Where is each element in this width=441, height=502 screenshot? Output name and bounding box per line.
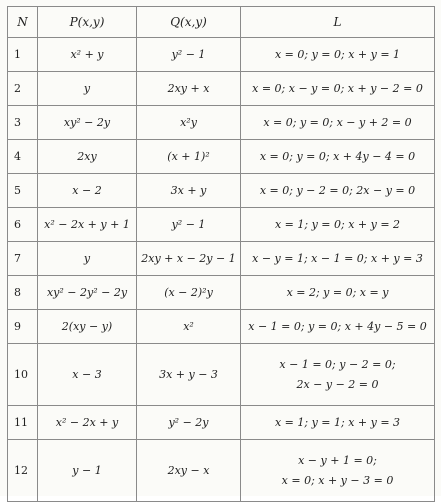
row-number: 11 xyxy=(8,406,38,440)
l-line: x = 0; x + y − 3 = 0 xyxy=(281,473,394,487)
l-cell xyxy=(241,208,435,242)
l-line: x = 0; y = 0; x + 4y − 4 = 0 xyxy=(259,149,416,163)
row-number: 5 xyxy=(8,174,38,208)
l-cell xyxy=(241,406,435,440)
l-cell xyxy=(241,276,435,310)
table-row xyxy=(8,406,435,440)
table-row xyxy=(8,440,435,502)
p-cell: x − 3 xyxy=(38,344,137,406)
header-n: N xyxy=(8,7,38,38)
q-cell: 3x + y − 3 xyxy=(137,344,241,406)
q-cell: x²y xyxy=(137,106,241,140)
l-line: x = 2; y = 0; x = y xyxy=(286,285,389,299)
table-row xyxy=(8,242,435,276)
p-cell: x − 2 xyxy=(38,174,137,208)
table-row xyxy=(8,38,435,72)
l-cell xyxy=(241,344,435,406)
p-cell: x² + y xyxy=(38,38,137,72)
l-line: x = 1; y = 0; x + y = 2 xyxy=(274,217,401,231)
q-cell: 2xy − x xyxy=(137,440,241,502)
q-cell: 3x + y xyxy=(137,174,241,208)
l-cell xyxy=(241,72,435,106)
q-cell: (x − 2)²y xyxy=(137,276,241,310)
row-number: 4 xyxy=(8,140,38,174)
header-row xyxy=(8,7,435,38)
row-number: 12 xyxy=(8,440,38,502)
l-line: x − 1 = 0; y = 0; x + 4y − 5 = 0 xyxy=(248,319,427,333)
row-number: 9 xyxy=(8,310,38,344)
table-row xyxy=(8,208,435,242)
p-cell: xy² − 2y xyxy=(38,106,137,140)
q-cell: (x + 1)² xyxy=(137,140,241,174)
header-l: L xyxy=(241,7,435,38)
p-cell: y xyxy=(38,242,137,276)
row-number: 8 xyxy=(8,276,38,310)
q-cell: y² − 1 xyxy=(137,38,241,72)
row-number: 6 xyxy=(8,208,38,242)
q-cell: x² xyxy=(137,310,241,344)
l-line: x − 1 = 0; y − 2 = 0; xyxy=(279,357,396,371)
row-number: 1 xyxy=(8,38,38,72)
p-cell: xy² − 2y² − 2y xyxy=(38,276,137,310)
l-cell xyxy=(241,38,435,72)
header-p: P(x,y) xyxy=(38,7,137,38)
variants-table xyxy=(7,6,435,502)
l-cell xyxy=(241,242,435,276)
header-q: Q(x,y) xyxy=(137,7,241,38)
l-cell xyxy=(241,440,435,502)
p-cell: y − 1 xyxy=(38,440,137,502)
table-row xyxy=(8,276,435,310)
l-cell xyxy=(241,310,435,344)
l-line: x − y = 1; x − 1 = 0; x + y = 3 xyxy=(252,251,423,265)
p-cell: x² − 2x + y + 1 xyxy=(38,208,137,242)
q-cell: 2xy + x − 2y − 1 xyxy=(137,242,241,276)
l-line: 2x − y − 2 = 0 xyxy=(296,377,379,391)
l-cell xyxy=(241,140,435,174)
p-cell: y xyxy=(38,72,137,106)
table-row xyxy=(8,106,435,140)
row-number: 7 xyxy=(8,242,38,276)
row-number: 3 xyxy=(8,106,38,140)
q-cell: 2xy + x xyxy=(137,72,241,106)
l-line: x = 1; y = 1; x + y = 3 xyxy=(274,415,401,429)
table-row xyxy=(8,310,435,344)
p-cell: 2xy xyxy=(38,140,137,174)
l-cell xyxy=(241,174,435,208)
l-line: x = 0; y = 0; x + y = 1 xyxy=(274,47,401,61)
p-cell: x² − 2x + y xyxy=(38,406,137,440)
q-cell: y² − 2y xyxy=(137,406,241,440)
l-line: x = 0; y − 2 = 0; 2x − y = 0 xyxy=(259,183,416,197)
table-row xyxy=(8,72,435,106)
p-cell: 2(xy − y) xyxy=(38,310,137,344)
l-line: x = 0; x − y = 0; x + y − 2 = 0 xyxy=(252,81,423,95)
table-row xyxy=(8,344,435,406)
table-body xyxy=(8,38,435,502)
q-cell: y² − 1 xyxy=(137,208,241,242)
l-line: x = 0; y = 0; x − y + 2 = 0 xyxy=(263,115,412,129)
row-number: 10 xyxy=(8,344,38,406)
l-cell xyxy=(241,106,435,140)
table-row xyxy=(8,174,435,208)
l-line: x − y + 1 = 0; xyxy=(298,453,377,467)
row-number: 2 xyxy=(8,72,38,106)
table-row xyxy=(8,140,435,174)
